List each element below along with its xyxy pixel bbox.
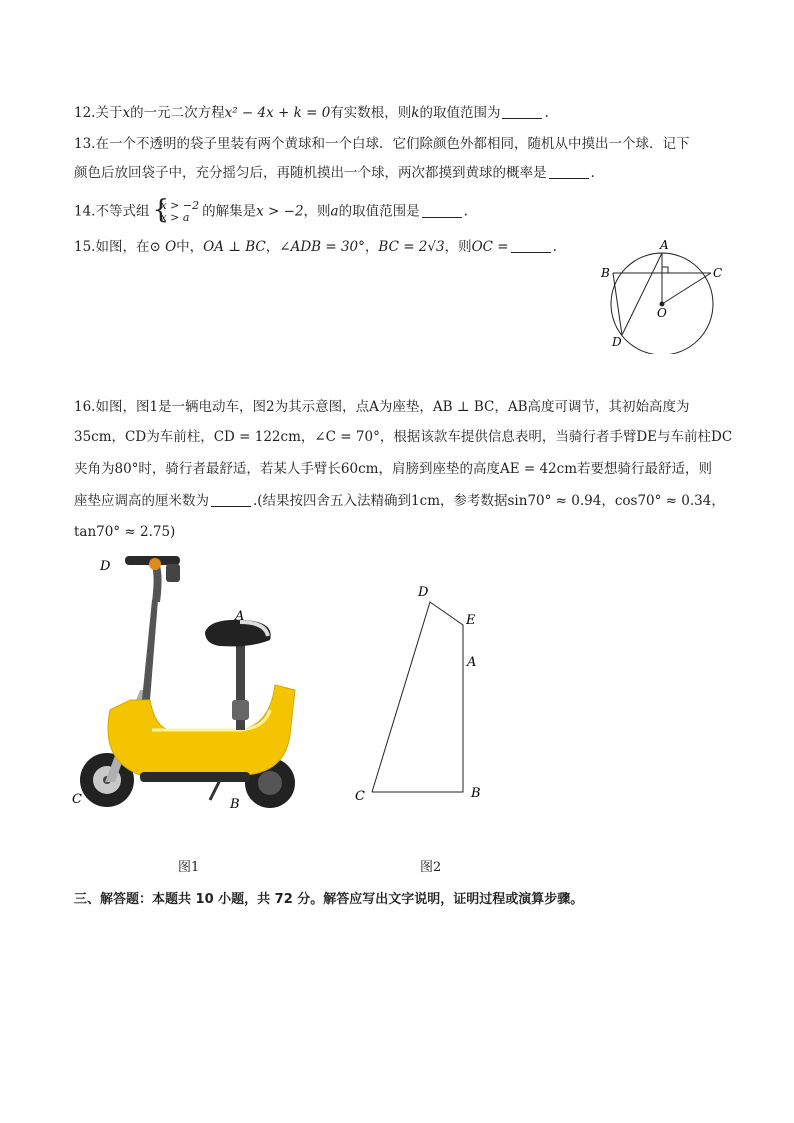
fig2-label-b: B [471,786,481,801]
question-16-line5: tan70° ≈ 2.75) [74,524,176,540]
question-16-line3: 夹角为80°时，骑行者最舒适，若某人手臂长60cm，肩膀到座垫的高度AE = 42cm若要想骑行最舒适，则 [74,461,713,477]
fig2-label-a: A [467,655,477,670]
question-13-line1: 13.在一个不透明的袋子里装有两个黄球和一个白球．它们除颜色外都相同，随机从中摸出一个球．记下 [74,136,690,152]
fig2-label-c: C [355,789,365,804]
fig1-label-b: B [230,797,240,812]
label-o: O [657,306,667,320]
answer-blank [422,205,462,218]
question-13-line2: 颜色后放回袋子中，充分摇匀后，再随机摸出一个球，两次都摸到黄球的概率是 . [74,165,595,181]
circle-figure [600,234,730,354]
label-b: B [601,266,610,280]
answer-blank [211,494,251,507]
label-d: D [612,335,622,349]
answer-blank [549,166,589,179]
fig1-label-a: A [235,609,245,624]
fig1-label-c: C [72,792,82,807]
section-heading: 三、解答题：本题共 10 小题，共 72 分。解答应写出文字说明，证明过程或演算步骤。 [74,892,584,907]
label-a: A [660,238,669,252]
scooter-illustration [70,550,315,820]
fig1-caption: 图1 [178,860,200,875]
segment-bd [613,273,622,335]
fig1-label-d: D [100,559,111,574]
right-angle-mark [662,267,668,273]
fig2-label-d: D [418,585,429,600]
question-14: 14.不等式组 { x > −2 x > a 的解集是x > −2，则a的取值范围是 . [74,195,468,225]
question-16-line4: 座垫应调高的厘米数为 .(结果按四舍五入法精确到1cm，参考数据sin70° ≈ 0.94，cos70° ≈ 0.34， [74,493,725,509]
segment-ad [622,253,662,335]
answer-blank [502,106,542,119]
inequality-system: { x > −2 x > a [152,195,200,225]
schematic-figure [350,578,500,808]
schematic-outline [372,602,463,792]
question-12: 12.关于x的一元二次方程x² − 4x + k = 0有实数根，则k的取值范围为 . [74,105,549,121]
answer-blank [511,240,551,253]
steering-column [142,600,158,700]
question-16-line2: 35cm，CD为车前柱，CD = 122cm，∠C = 70°，根据该款车提供信息表明，当骑行者手臂DE与车前柱DC [74,429,733,445]
fig2-label-e: E [466,613,476,628]
question-15: 15.如图，在⊙ O中，OA ⊥ BC，∠ADB = 30°，BC = 2√3，则OC = . [74,239,557,255]
label-c: C [713,266,723,280]
segment-oc [662,273,711,304]
fig2-caption: 图2 [420,860,442,875]
question-16-line1: 16.如图，图1是一辆电动车，图2为其示意图，点A为座垫，AB ⊥ BC，AB高度可调节，其初始高度为 [74,399,690,415]
